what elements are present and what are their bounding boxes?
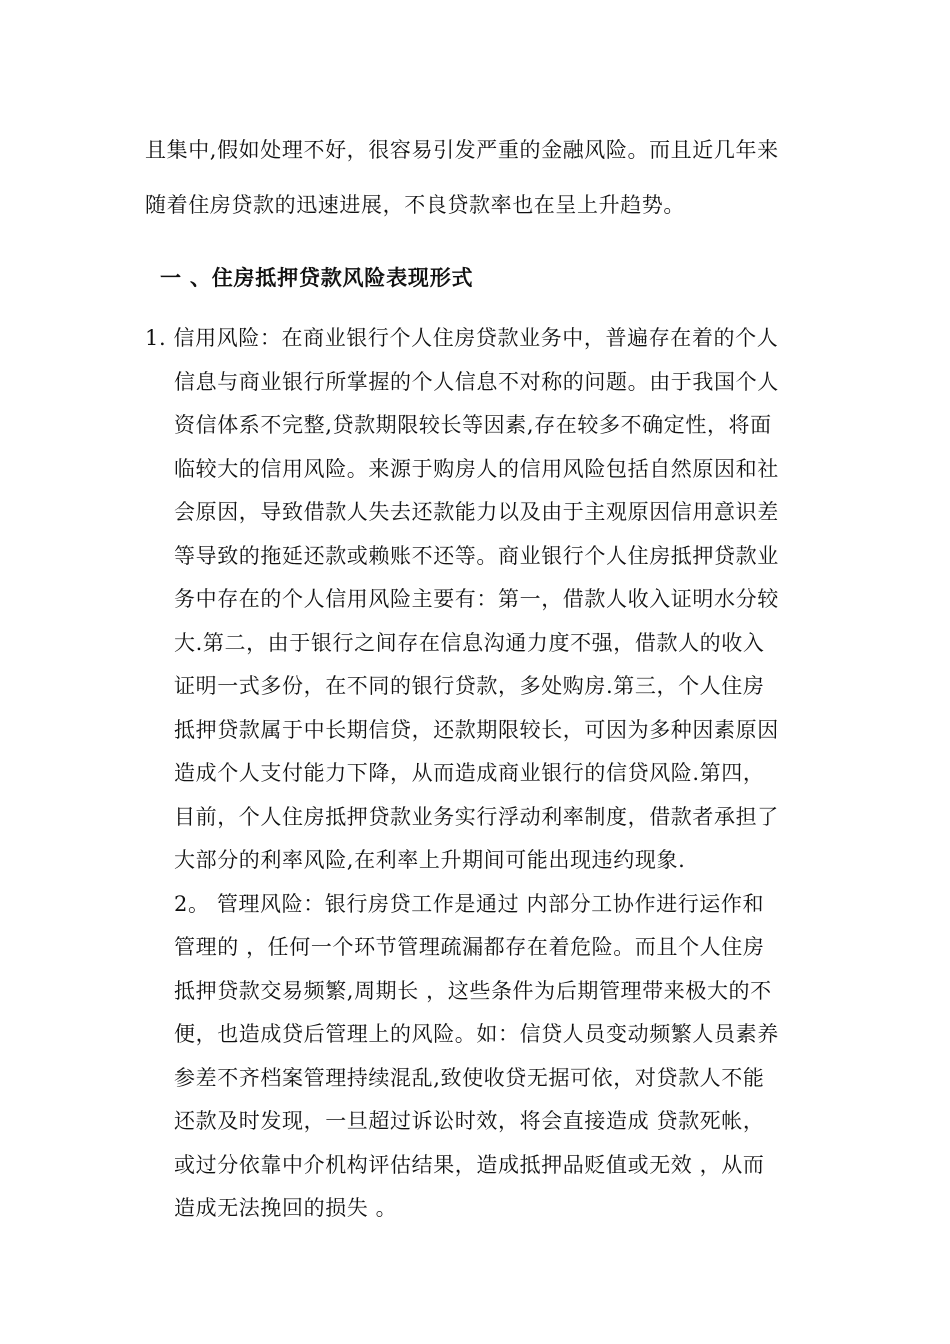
list-item-credit-risk: 1. 信用风险：在商业银行个人住房贷款业务中，普遍存在着的个人: [145, 326, 779, 350]
intro-line: 随着住房贷款的迅速进展，不良贷款率也在呈上升趋势。: [145, 193, 685, 217]
list-item-line: 管理的 ，任何一个环节管理疏漏都存在着危险。而且个人住房: [174, 935, 765, 959]
list-item-line: 资信体系不完整,贷款期限较长等因素,存在较多不确定性，将面: [174, 413, 772, 437]
intro-line: 且集中,假如处理不好，很容易引发严重的金融风险。而且近几年来: [145, 138, 779, 162]
list-item-line: 抵押贷款交易频繁,周期长 ，这些条件为后期管理带来极大的不: [174, 979, 772, 1003]
list-item-management-risk: 2。 管理风险：银行房贷工作是通过 内部分工协作进行运作和: [174, 892, 765, 916]
list-item-line: 造成个人支付能力下降，从而造成商业银行的信贷风险.第四，: [174, 761, 765, 785]
list-item-line: 还款及时发现，一旦超过诉讼时效，将会直接造成 贷款死帐，: [174, 1109, 765, 1133]
section-heading: 一 、住房抵押贷款风险表现形式: [160, 265, 474, 290]
list-item-line: 大.第二，由于银行之间存在信息沟通力度不强，借款人的收入: [174, 631, 765, 655]
list-item-line: 临较大的信用风险。来源于购房人的信用风险包括自然原因和社: [174, 457, 779, 481]
list-item-line: 参差不齐档案管理持续混乱,致使收贷无据可依，对贷款人不能: [174, 1066, 765, 1090]
list-item-line: 抵押贷款属于中长期信贷，还款期限较长，可因为多种因素原因: [174, 718, 779, 742]
list-item-line: 造成无法挽回的损失 。: [174, 1196, 398, 1220]
list-item-line: 务中存在的个人信用风险主要有：第一，借款人收入证明水分较: [174, 587, 779, 611]
list-item-line: 等导致的拖延还款或赖账不还等。商业银行个人住房抵押贷款业: [174, 544, 779, 568]
list-item-line: 会原因，导致借款人失去还款能力以及由于主观原因信用意识差: [174, 500, 779, 524]
list-item-line: 目前，个人住房抵押贷款业务实行浮动利率制度，借款者承担了: [174, 805, 779, 829]
list-item-line: 或过分依靠中介机构评估结果，造成抵押品贬值或无效 ，从而: [174, 1153, 765, 1177]
list-item-line: 大部分的利率风险,在利率上升期间可能出现违约现象.: [174, 848, 686, 872]
list-item-line: 证明一式多份，在不同的银行贷款，多处购房.第三，个人住房: [174, 674, 765, 698]
list-item-line: 信息与商业银行所掌握的个人信息不对称的问题。由于我国个人: [174, 370, 779, 394]
list-item-line: 便，也造成贷后管理上的风险。如：信贷人员变动频繁人员素养: [174, 1022, 779, 1046]
